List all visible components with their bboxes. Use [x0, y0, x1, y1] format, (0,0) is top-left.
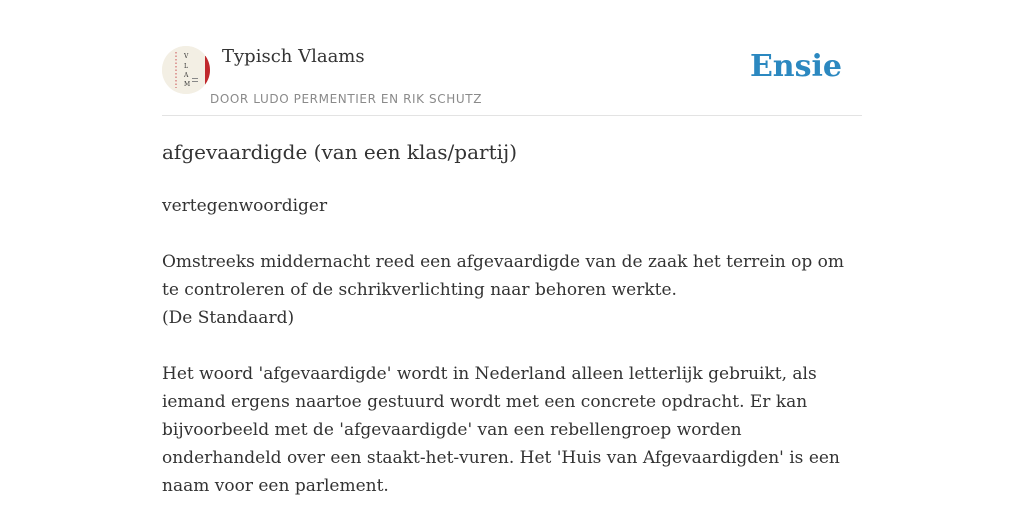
explanation-text: Het woord 'afgevaardigde' wordt in Nederland alleen letterlijk gebruikt, als iemand ergens naartoe gestuurd wordt met een concrete opdracht. Er kan bijvoorbeeld met de 'afgevaardigde' van een rebellengroep worden onderhandeld over een staakt-het-vuren. Het 'Huis van Afgevaardigden' is een naam voor een parlement. [162, 364, 840, 496]
example-quote: Omstreeks middernacht reed een afgevaardigde van de zaak het terrein op om te controleren of de schrikverlichting naar behoren werkte. [162, 252, 845, 300]
svg-text:V: V [184, 53, 189, 60]
entry-title: afgevaardigde (van een klas/partij) [162, 140, 518, 164]
svg-text:L: L [184, 63, 188, 70]
svg-text:M: M [184, 81, 191, 88]
definition-text: vertegenwoordiger [162, 196, 328, 216]
svg-text:A: A [184, 72, 189, 79]
entry-content [162, 192, 862, 500]
author-byline: DOOR LUDO PERMENTIER EN RIK SCHUTZ [210, 92, 483, 106]
example-source: (De Standaard) [162, 308, 295, 328]
book-cover-icon[interactable] [162, 46, 210, 94]
book-title-link[interactable]: Typisch Vlaams [222, 46, 365, 67]
ensie-logo-link[interactable]: Ensie [749, 49, 842, 84]
example-block [162, 248, 862, 332]
page-header [162, 44, 862, 116]
